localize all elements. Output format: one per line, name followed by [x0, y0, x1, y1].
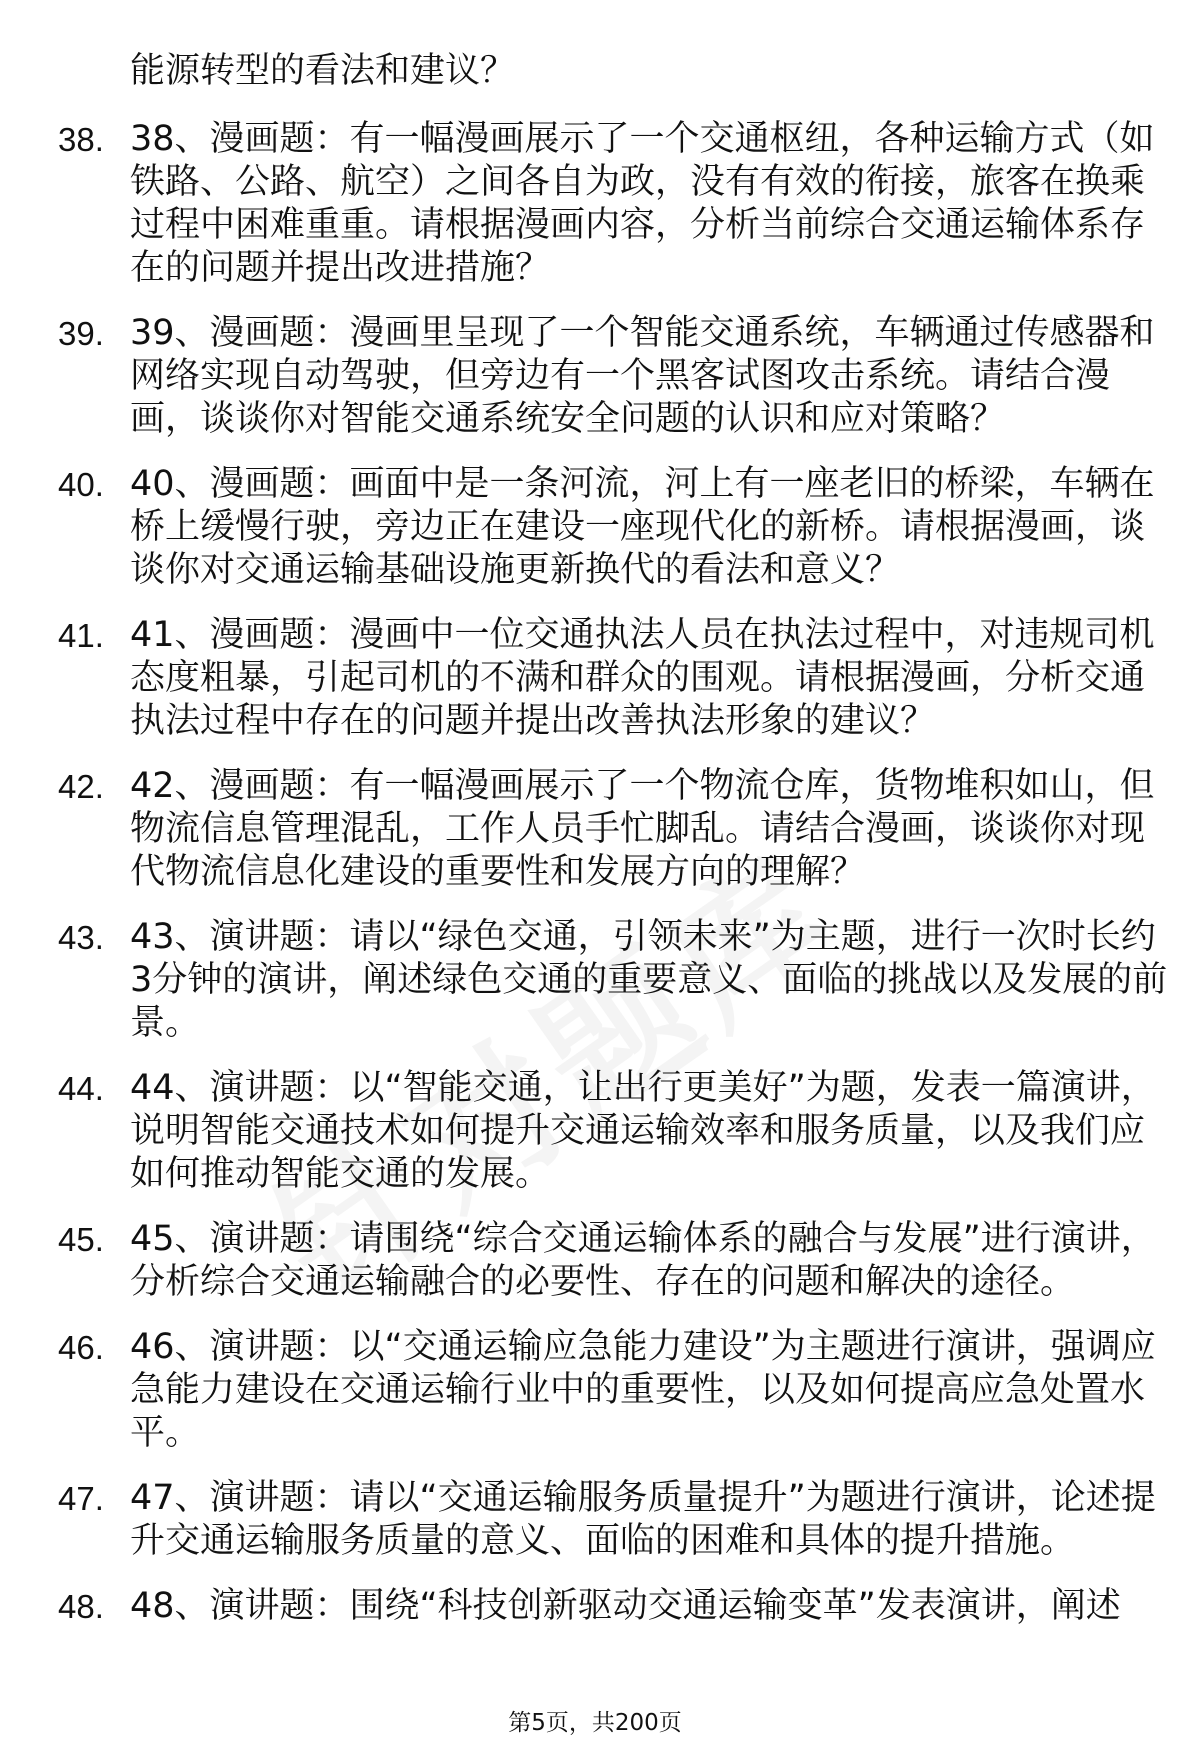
- question-item: [0, 118, 1190, 290]
- question-number: 42.: [58, 768, 104, 805]
- page-footer: 第5页，共200页: [508, 1710, 682, 1736]
- continuation-text: 能源转型的看法和建议？: [130, 51, 516, 91]
- question-text: 39、漫画题：漫画里呈现了一个智能交通系统，车辆通过传感器和网络实现自动驾驶，但旁边有一个黑客试图攻击系统。请结合漫画，谈谈你对智能交通系统安全问题的认识和应对策略？: [130, 313, 1155, 439]
- question-number: 38.: [58, 121, 104, 158]
- question-number: 48.: [58, 1588, 104, 1625]
- question-item: [0, 916, 1190, 1045]
- question-number: 40.: [58, 466, 104, 503]
- question-text: 45、演讲题：请围绕“综合交通运输体系的融合与发展”进行演讲，分析综合交通运输融合的必要性、存在的问题和解决的途径。: [130, 1219, 1156, 1302]
- question-text: 41、漫画题：漫画中一位交通执法人员在执法过程中，对违规司机态度粗暴，引起司机的不满和群众的围观。请根据漫画，分析交通执法过程中存在的问题并提出改善执法形象的建议？: [130, 615, 1155, 741]
- question-item: [0, 614, 1190, 743]
- question-item: [0, 1585, 1190, 1628]
- question-item: [0, 765, 1190, 894]
- question-item: [0, 312, 1190, 441]
- question-item: [0, 1326, 1190, 1455]
- question-item: [0, 1477, 1190, 1563]
- question-text: 43、演讲题：请以“绿色交通，引领未来”为主题，进行一次时长约3分钟的演讲，阐述绿色交通的重要意义、面临的挑战以及发展的前景。: [130, 917, 1168, 1043]
- question-text: 47、演讲题：请以“交通运输服务质量提升”为题进行演讲，论述提升交通运输服务质量的意义、面临的困难和具体的提升措施。: [130, 1478, 1156, 1561]
- question-text: 48、演讲题：围绕“科技创新驱动交通运输变革”发表演讲，阐述: [130, 1586, 1121, 1626]
- question-number: 43.: [58, 919, 104, 956]
- question-item: [0, 1067, 1190, 1196]
- question-number: 45.: [58, 1221, 104, 1258]
- question-text: 46、演讲题：以“交通运输应急能力建设”为主题进行演讲，强调应急能力建设在交通运输行业中的重要性，以及如何提高应急处置水平。: [130, 1327, 1156, 1453]
- question-number: 39.: [58, 315, 104, 352]
- question-item: [0, 1218, 1190, 1304]
- question-number: 44.: [58, 1070, 104, 1107]
- question-text: 42、漫画题：有一幅漫画展示了一个物流仓库，货物堆积如山，但物流信息管理混乱，工作人员手忙脚乱。请结合漫画，谈谈你对现代物流信息化建设的重要性和发展方向的理解？: [130, 766, 1155, 892]
- question-list: [0, 118, 1190, 1650]
- question-text: 40、漫画题：画面中是一条河流，河上有一座老旧的桥梁，车辆在桥上缓慢行驶，旁边正在建设一座现代化的新桥。请根据漫画，谈谈你对交通运输基础设施更新换代的看法和意义？: [130, 464, 1155, 590]
- question-number: 41.: [58, 617, 104, 654]
- question-number: 47.: [58, 1480, 104, 1517]
- question-number: 46.: [58, 1329, 104, 1366]
- question-item: [0, 463, 1190, 592]
- question-text: 38、漫画题：有一幅漫画展示了一个交通枢纽，各种运输方式（如铁路、公路、航空）之间各自为政，没有有效的衔接，旅客在换乘过程中困难重重。请根据漫画内容，分析当前综合交通运输体系存在的问题并提出改进措施？: [130, 119, 1155, 288]
- question-text: 44、演讲题：以“智能交通，让出行更美好”为题，发表一篇演讲，说明智能交通技术如何提升交通运输效率和服务质量，以及我们应如何推动智能交通的发展。: [130, 1068, 1156, 1194]
